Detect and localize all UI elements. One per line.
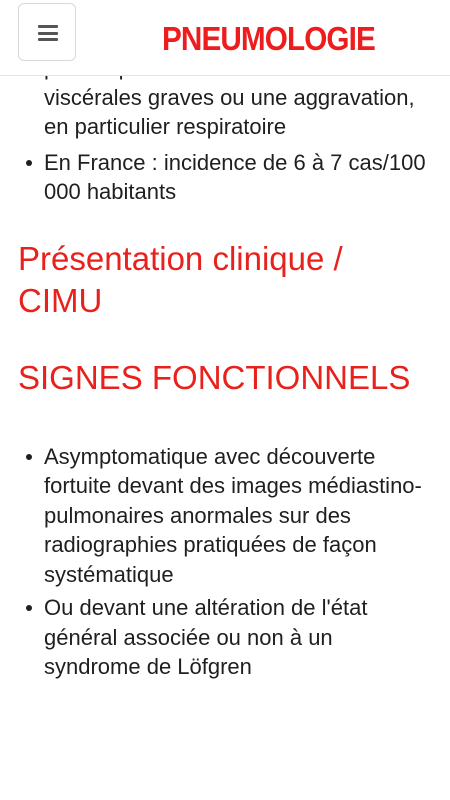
section-heading-presentation: Présentation clinique / CIMU — [18, 239, 343, 319]
intro-list — [0, 53, 450, 207]
top-bar — [0, 0, 450, 76]
site-logo[interactable]: PNEUMOLOGIE — [162, 20, 375, 57]
list-item: Ou devant une altération de l'état général associée ou non à un syndrome de Löfgren — [0, 593, 450, 682]
menu-button[interactable] — [18, 3, 76, 61]
list-item: En France : incidence de 6 à 7 cas/100 000 habitants — [0, 148, 450, 207]
list-item: viscérales graves ou une aggravation, en particulier respiratoire — [44, 84, 415, 139]
signes-list — [0, 442, 450, 682]
section-heading-signes: SIGNES FONCTIONNELS — [18, 358, 411, 396]
hamburger-menu-icon — [38, 25, 58, 41]
list-item: Asymptomatique avec découverte fortuite devant des images médiastino-pulmonaires anormales sur des radiographies pratiquées de façon systématique — [0, 442, 450, 590]
article-content — [0, 53, 450, 800]
